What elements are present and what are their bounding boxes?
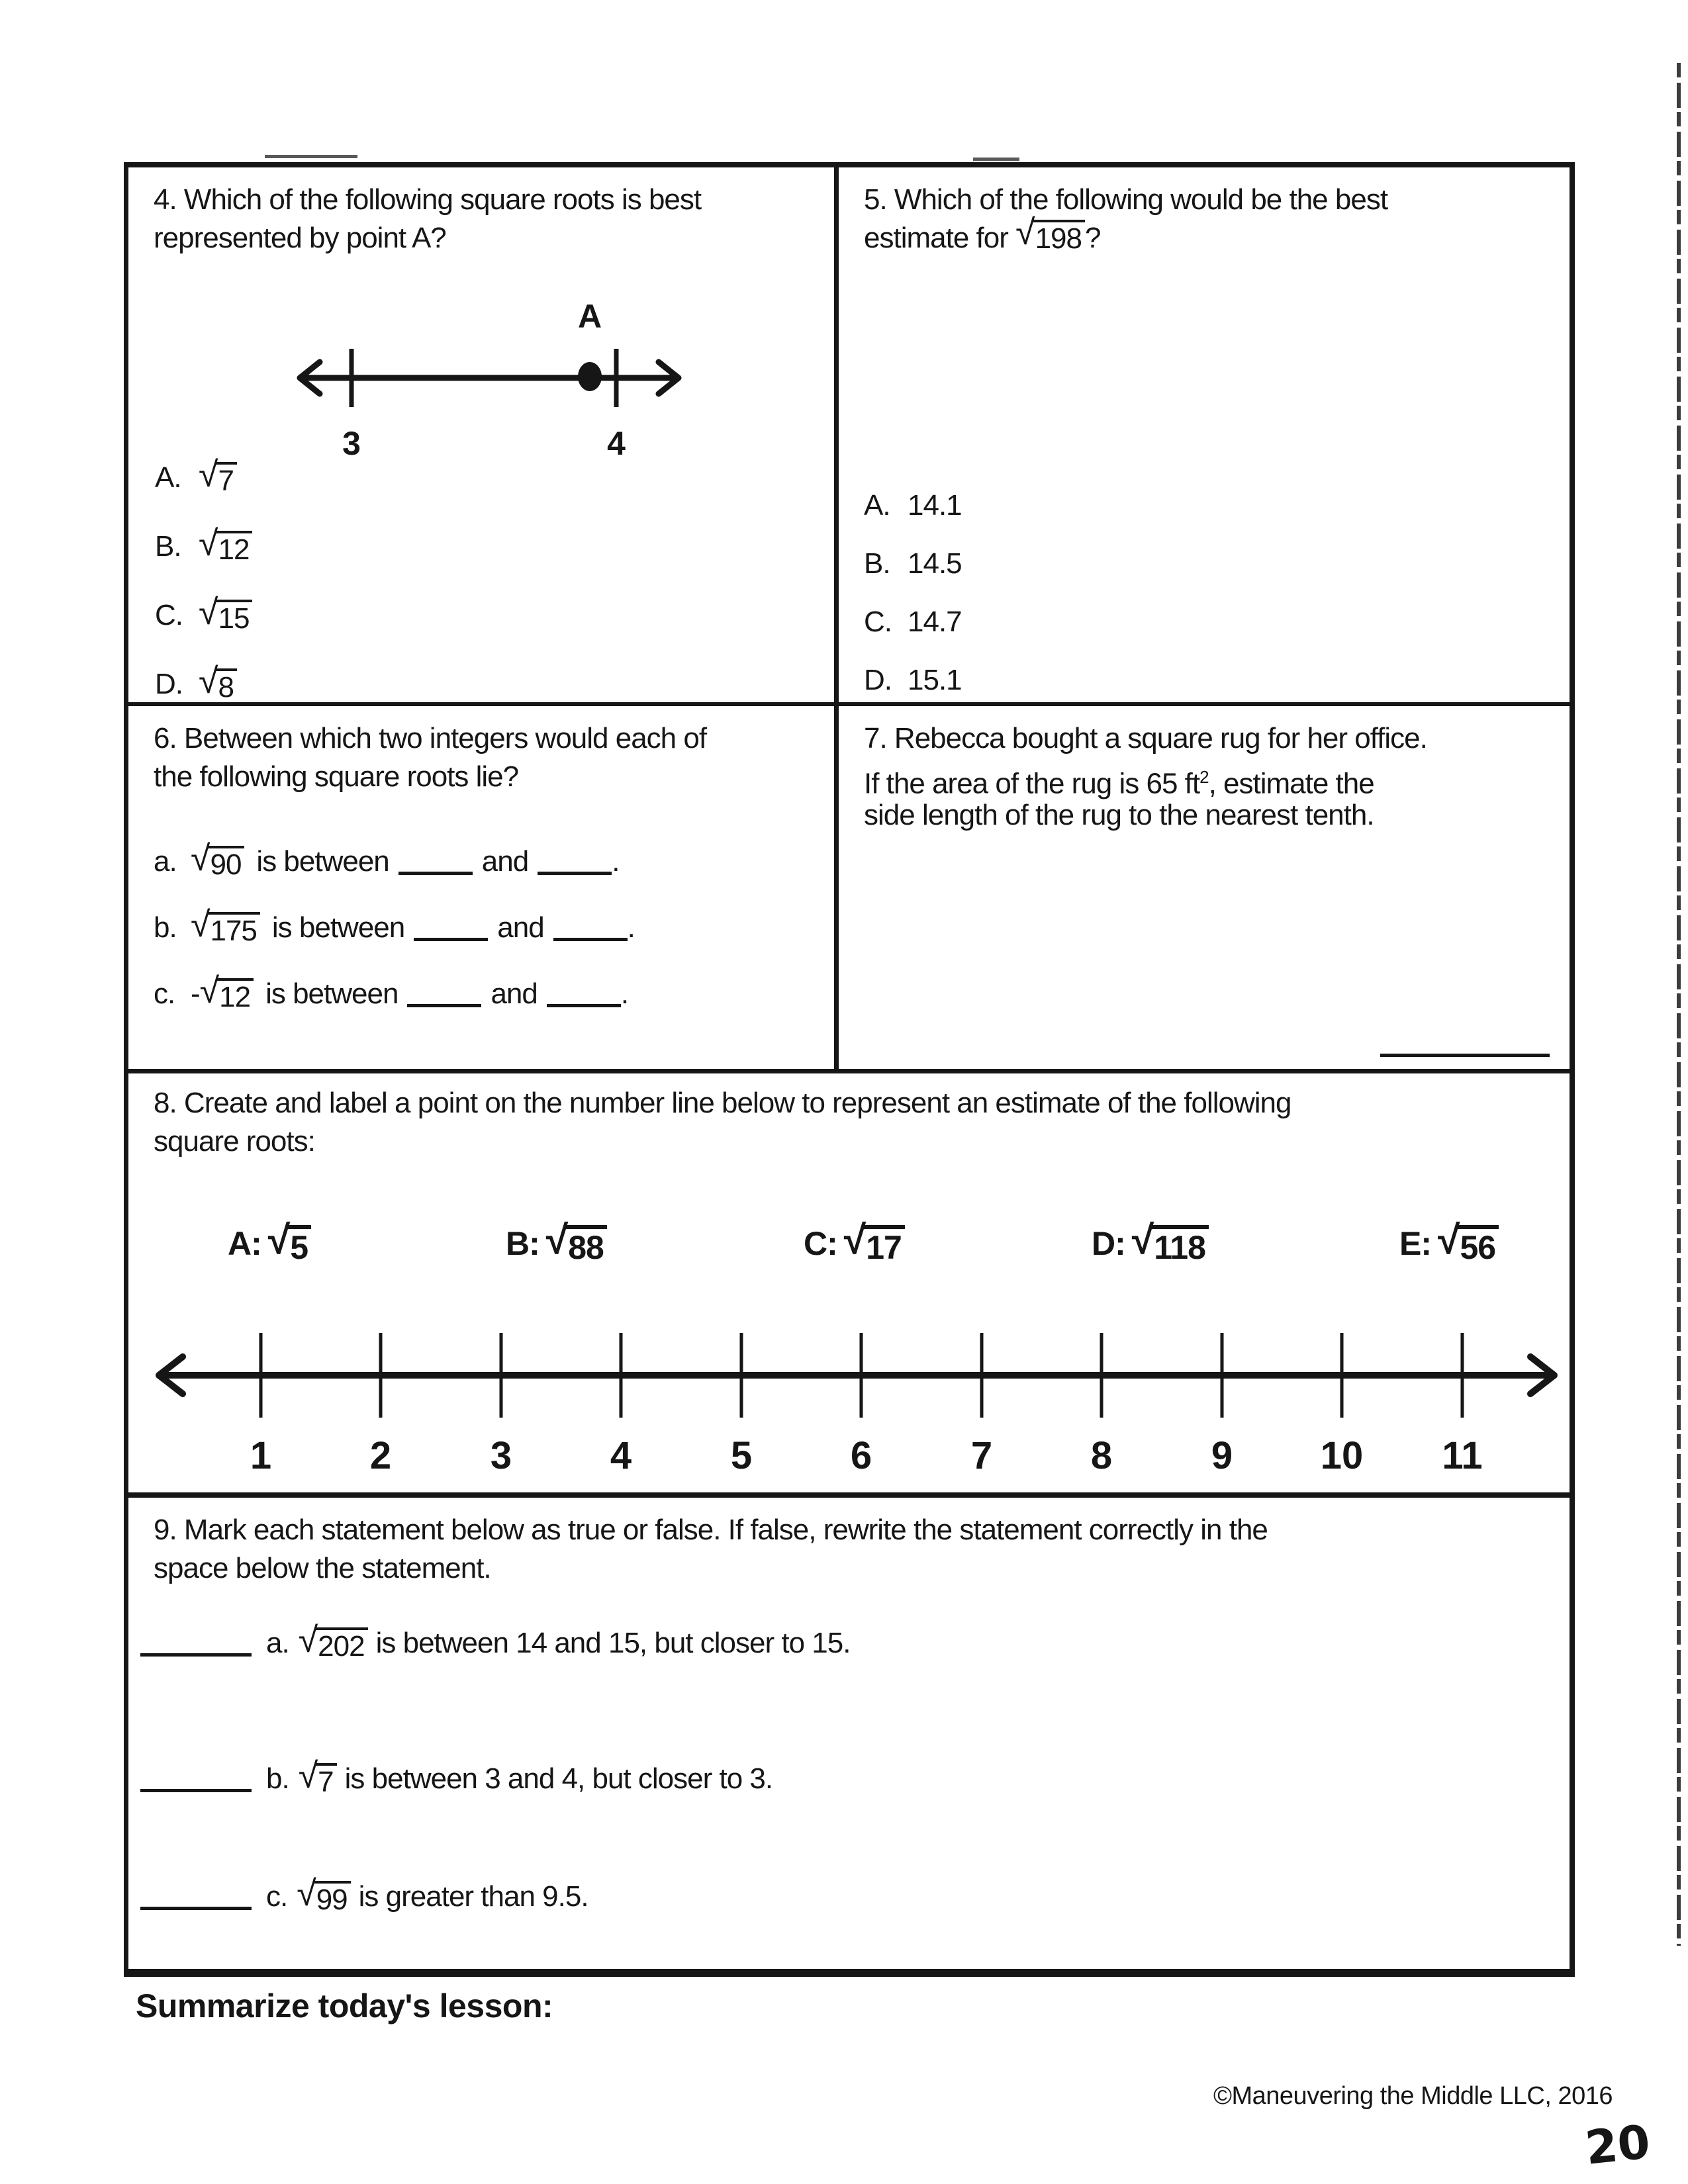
and-text: and bbox=[481, 845, 529, 878]
statement-text: is between 3 and 4, but closer to 3. bbox=[344, 1762, 773, 1795]
sqrt-expression: √118 bbox=[1132, 1224, 1209, 1264]
radical-sign: √ bbox=[298, 1620, 318, 1660]
question-8-text-line2: square roots: bbox=[154, 1125, 315, 1158]
tick-label-4: 4 bbox=[607, 425, 626, 462]
question-4-text-line1: 4. Which of the following square roots is best bbox=[154, 183, 702, 216]
question-9-cell bbox=[128, 1498, 1570, 1969]
option-d bbox=[864, 664, 962, 700]
tick-label-9: 9 bbox=[1211, 1434, 1233, 1477]
line2-before: If the area of the rug is 65 ft bbox=[864, 767, 1200, 800]
sqrt-expression: √7 bbox=[199, 461, 237, 496]
sqrt-expression: √12 bbox=[200, 978, 254, 1012]
between-text: is between bbox=[256, 845, 389, 878]
radical-sign: √ bbox=[199, 455, 218, 494]
root-label: C: bbox=[804, 1225, 837, 1262]
answer-blank bbox=[547, 981, 621, 1007]
sqrt-expression: √198 bbox=[1015, 219, 1085, 257]
answer-blank bbox=[1380, 1054, 1550, 1057]
statement-label: c. bbox=[266, 1880, 288, 1913]
tick-label-4: 4 bbox=[610, 1434, 632, 1477]
line2-after: ? bbox=[1084, 222, 1101, 254]
statement-label: b. bbox=[266, 1762, 289, 1795]
question-7-text-line1: 7. Rebecca bought a square rug for her office. bbox=[864, 722, 1427, 754]
period: . bbox=[627, 911, 635, 944]
option-letter: A. bbox=[864, 489, 890, 522]
question-6-item-c bbox=[154, 971, 629, 1013]
tick-label-7: 7 bbox=[970, 1434, 993, 1477]
option-value: 15.1 bbox=[908, 664, 962, 696]
option-d bbox=[155, 661, 252, 704]
between-text: is between bbox=[265, 978, 399, 1010]
radical-sign: √ bbox=[191, 839, 210, 878]
sqrt-expression: √56 bbox=[1438, 1224, 1499, 1264]
sqrt-expression: √15 bbox=[199, 599, 252, 633]
option-letter: B. bbox=[864, 547, 890, 580]
radical-sign: √ bbox=[298, 1756, 318, 1796]
between-text: is between bbox=[271, 911, 405, 944]
answer-blank bbox=[399, 849, 473, 875]
statement-b bbox=[140, 1756, 773, 1798]
scan-smudge bbox=[973, 158, 1019, 161]
statement-a bbox=[140, 1620, 851, 1662]
question-5-text-line1: 5. Which of the following would be the best bbox=[864, 183, 1388, 216]
root-item-a bbox=[228, 1217, 311, 1266]
period: . bbox=[612, 845, 620, 878]
option-b bbox=[155, 523, 252, 566]
root-item-e bbox=[1399, 1217, 1499, 1266]
option-a bbox=[155, 455, 252, 497]
radical-sign: √ bbox=[199, 971, 219, 1011]
period: . bbox=[620, 978, 629, 1010]
item-label: b. bbox=[154, 911, 177, 944]
option-a bbox=[864, 489, 962, 525]
radical-sign: √ bbox=[199, 661, 218, 701]
item-label: a. bbox=[154, 845, 177, 878]
radical-sign: √ bbox=[199, 523, 218, 563]
tick-label-3: 3 bbox=[342, 425, 361, 462]
column-divider bbox=[834, 167, 839, 1073]
radical-sign: √ bbox=[1438, 1217, 1460, 1262]
question-4-number-line bbox=[291, 297, 688, 476]
option-letter: D. bbox=[155, 668, 183, 700]
tick-label-2: 2 bbox=[369, 1434, 392, 1477]
number-line-svg bbox=[291, 340, 688, 419]
question-8-roots-row bbox=[128, 1217, 1570, 1297]
root-label: B: bbox=[506, 1225, 539, 1262]
scan-artifact-line bbox=[1677, 63, 1681, 1946]
sqrt-expression: √90 bbox=[191, 845, 244, 880]
radical-sign: √ bbox=[297, 1874, 316, 1913]
true-false-blank bbox=[140, 1884, 252, 1910]
question-9-text-line2: space below the statement. bbox=[154, 1552, 491, 1584]
statement-text: is between 14 and 15, but closer to 15. bbox=[375, 1627, 851, 1659]
worksheet-table bbox=[124, 162, 1575, 1977]
tick-label-8: 8 bbox=[1090, 1434, 1113, 1477]
summarize-lesson-label: Summarize today's lesson: bbox=[136, 1987, 553, 2025]
question-8-cell bbox=[128, 1073, 1570, 1492]
option-c bbox=[155, 592, 252, 635]
scan-smudge bbox=[265, 155, 357, 158]
and-text: and bbox=[497, 911, 544, 944]
option-value: 14.5 bbox=[908, 547, 962, 580]
squared-superscript: 2 bbox=[1199, 767, 1209, 787]
sqrt-expression: √7 bbox=[299, 1762, 337, 1797]
option-value: 14.1 bbox=[908, 489, 962, 522]
question-4-text-line2: represented by point A? bbox=[154, 222, 446, 254]
question-4-options bbox=[155, 455, 252, 737]
handwritten-page-number: 20 bbox=[1582, 2115, 1653, 2175]
radical-sign: √ bbox=[199, 592, 218, 632]
option-b bbox=[864, 547, 962, 584]
and-text: and bbox=[491, 978, 538, 1010]
question-5-cell bbox=[839, 167, 1570, 702]
row-divider-2 bbox=[128, 1069, 1570, 1073]
root-item-b bbox=[506, 1217, 607, 1266]
root-item-d bbox=[1092, 1217, 1209, 1266]
statement-c bbox=[140, 1874, 588, 1916]
question-6-text-line1: 6. Between which two integers would each of bbox=[154, 722, 707, 754]
question-5-text-line2 bbox=[864, 212, 1101, 257]
statement-label: a. bbox=[266, 1627, 289, 1659]
question-6-cell bbox=[128, 706, 834, 1069]
sqrt-expression: √99 bbox=[297, 1880, 350, 1915]
answer-blank bbox=[538, 849, 612, 875]
radical-sign: √ bbox=[545, 1217, 568, 1262]
option-letter: C. bbox=[864, 606, 892, 638]
tick-label-1: 1 bbox=[250, 1434, 272, 1477]
root-label: A: bbox=[228, 1225, 261, 1262]
tick-label-3: 3 bbox=[490, 1434, 512, 1477]
question-5-options bbox=[864, 489, 962, 722]
sqrt-expression: √8 bbox=[199, 668, 237, 702]
sqrt-expression: √12 bbox=[199, 530, 252, 565]
item-label: c. bbox=[154, 978, 175, 1010]
root-label: E: bbox=[1399, 1225, 1431, 1262]
sqrt-expression: √17 bbox=[844, 1224, 905, 1264]
line2-before: estimate for bbox=[864, 222, 1016, 254]
sign: - bbox=[191, 978, 200, 1010]
radical-sign: √ bbox=[191, 905, 210, 944]
question-9-text-line1: 9. Mark each statement below as true or false. If false, rewrite the statement correctly in the bbox=[154, 1514, 1268, 1546]
statement-text: is greater than 9.5. bbox=[358, 1880, 588, 1913]
option-letter: B. bbox=[155, 530, 181, 563]
line2-after: , estimate the bbox=[1208, 767, 1374, 800]
root-label: D: bbox=[1092, 1225, 1125, 1262]
tick-label-11: 11 bbox=[1442, 1434, 1483, 1477]
question-8-number-line bbox=[148, 1326, 1565, 1525]
radical-sign: √ bbox=[267, 1217, 290, 1262]
question-8-text-line1: 8. Create and label a point on the number line below to represent an estimate of the following bbox=[154, 1087, 1291, 1119]
root-item-c bbox=[804, 1217, 905, 1266]
question-4-cell bbox=[128, 167, 834, 702]
number-line-svg bbox=[148, 1326, 1565, 1426]
point-a-label: A bbox=[577, 298, 602, 335]
option-letter: A. bbox=[155, 461, 181, 494]
question-7-text-line3: side length of the rug to the nearest tenth. bbox=[864, 799, 1374, 831]
option-letter: C. bbox=[155, 599, 183, 631]
option-value: 14.7 bbox=[908, 606, 962, 638]
true-false-blank bbox=[140, 1631, 252, 1657]
question-6-text-line2: the following square roots lie? bbox=[154, 760, 519, 793]
answer-blank bbox=[553, 915, 628, 941]
radical-sign: √ bbox=[1131, 1217, 1154, 1262]
radical-sign: √ bbox=[843, 1217, 866, 1262]
answer-blank bbox=[414, 915, 488, 941]
copyright-text: ©Maneuvering the Middle LLC, 2016 bbox=[1213, 2082, 1613, 2110]
radical-sign: √ bbox=[1015, 212, 1035, 252]
tick-label-5: 5 bbox=[730, 1434, 753, 1477]
question-6-item-b bbox=[154, 905, 635, 947]
sqrt-expression: √88 bbox=[546, 1224, 607, 1264]
sqrt-expression: √202 bbox=[299, 1627, 368, 1661]
tick-label-6: 6 bbox=[850, 1434, 872, 1477]
sqrt-expression: √175 bbox=[191, 911, 260, 946]
question-6-item-a bbox=[154, 839, 620, 881]
answer-blank bbox=[407, 981, 481, 1007]
true-false-blank bbox=[140, 1766, 252, 1792]
option-letter: D. bbox=[864, 664, 892, 696]
question-7-cell bbox=[839, 706, 1570, 1069]
sqrt-expression: √5 bbox=[268, 1224, 311, 1264]
tick-label-10: 10 bbox=[1320, 1434, 1364, 1477]
option-c bbox=[864, 606, 962, 642]
